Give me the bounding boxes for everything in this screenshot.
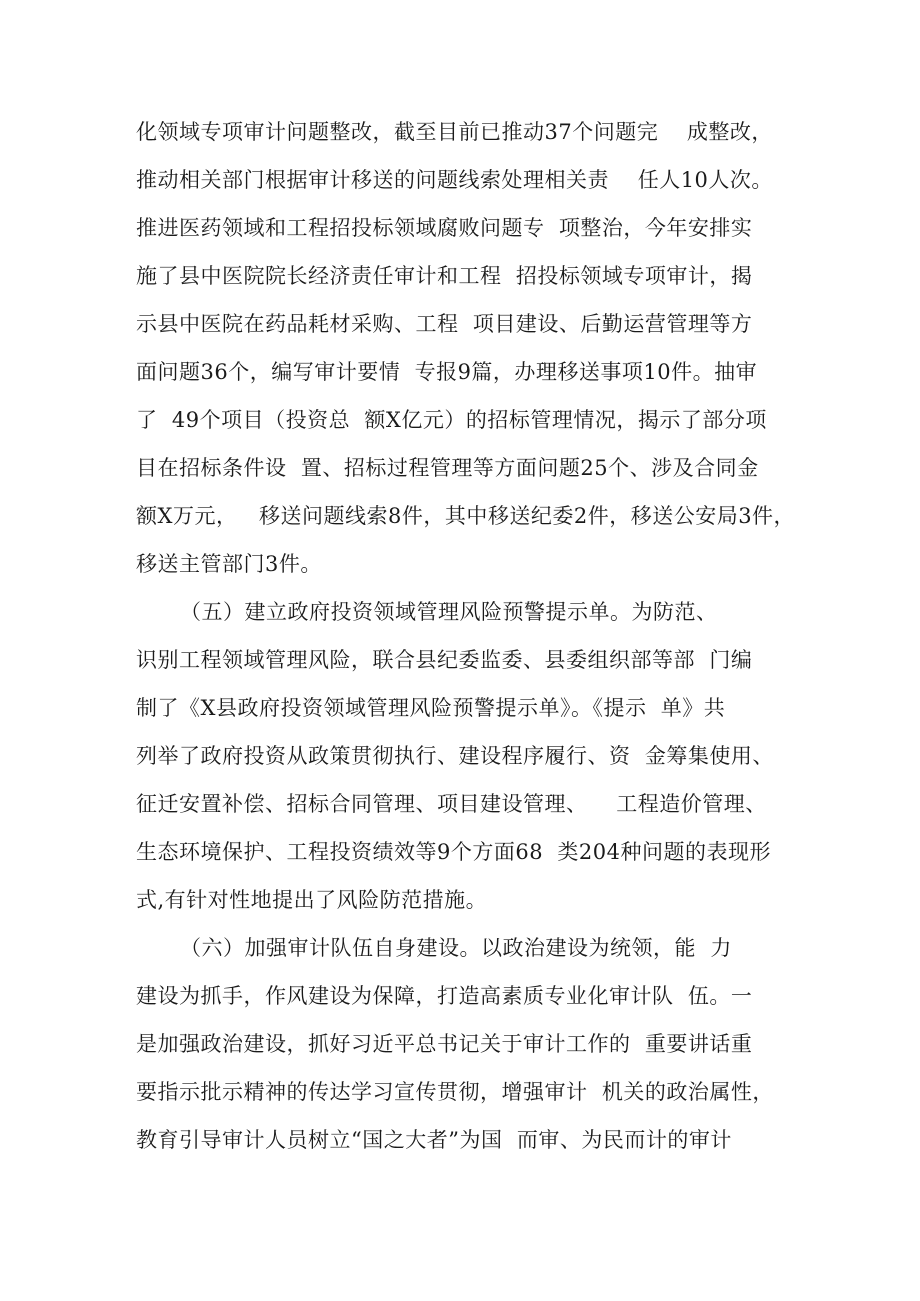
text-line: 示县中医院在药品耗材采购、工程 项目建设、后勤运营管理等方: [136, 312, 753, 336]
text-line: 建设为抓手，作风建设为保障，打造高素质专业化审计队 伍。一: [136, 984, 753, 1008]
text-line: 推进医药领域和工程招投标领域腐败问题专 项整治，今年安排实: [136, 216, 753, 240]
text-line: 化领域专项审计问题整改，截至目前已推动37个问题完 成整改，: [136, 120, 773, 144]
text-line: 额X万元， 移送问题线索8件，其中移送纪委2件，移送公安局3件，: [136, 504, 796, 528]
text-line: 识别工程领域管理风险，联合县纪委监委、县委组织部等部 门编: [136, 648, 753, 672]
section-heading-five: （五）建立政府投资领域管理风险预警提示单。为防范、: [180, 600, 718, 624]
text-line: 是加强政治建设，抓好习近平总书记关于审计工作的 重要讲话重: [136, 1032, 753, 1056]
text-line: 移送主管部门3件。: [136, 552, 322, 576]
text-line: 推动相关部门根据审计移送的问题线索处理相关责 任人10人次。: [136, 168, 773, 192]
text-line: 要指示批示精神的传达学习宣传贯彻，增强审计 机关的政治属性，: [136, 1080, 774, 1104]
text-line: 式,有针对性地提出了风险防范措施。: [136, 888, 488, 912]
text-line: 施了县中医院院长经济责任审计和工程 招投标领域专项审计，揭: [136, 264, 753, 288]
body-text: [136, 108, 816, 1164]
text-line: 制了《X县政府投资领域管理风险预警提示单》。《提示 单》共: [136, 696, 726, 720]
text-line: 了 49个项目（投资总 额X亿元）的招标管理情况，揭示了部分项: [136, 408, 767, 432]
text-line: 列举了政府投资从政策贯彻执行、建设程序履行、资 金筹集使用、: [136, 744, 774, 768]
text-line: 征迁安置补偿、招标合同管理、项目建设管理、 工程造价管理、: [136, 792, 767, 816]
text-line: 生态环境保护、工程投资绩效等9个方面68 类204种问题的表现形: [136, 840, 772, 864]
section-heading-six: （六）加强审计队伍自身建设。以政治建设为统领，能 力: [180, 936, 732, 960]
text-line: 目在招标条件设 置、招标过程管理等方面问题25个、涉及合同金: [136, 456, 759, 480]
text-line: 教育引导审计人员树立“国之大者”为国 而审、为民而计的审计: [136, 1128, 732, 1152]
text-line: 面问题36个，编写审计要情 专报9篇，办理移送事项10件。抽审: [136, 360, 758, 384]
